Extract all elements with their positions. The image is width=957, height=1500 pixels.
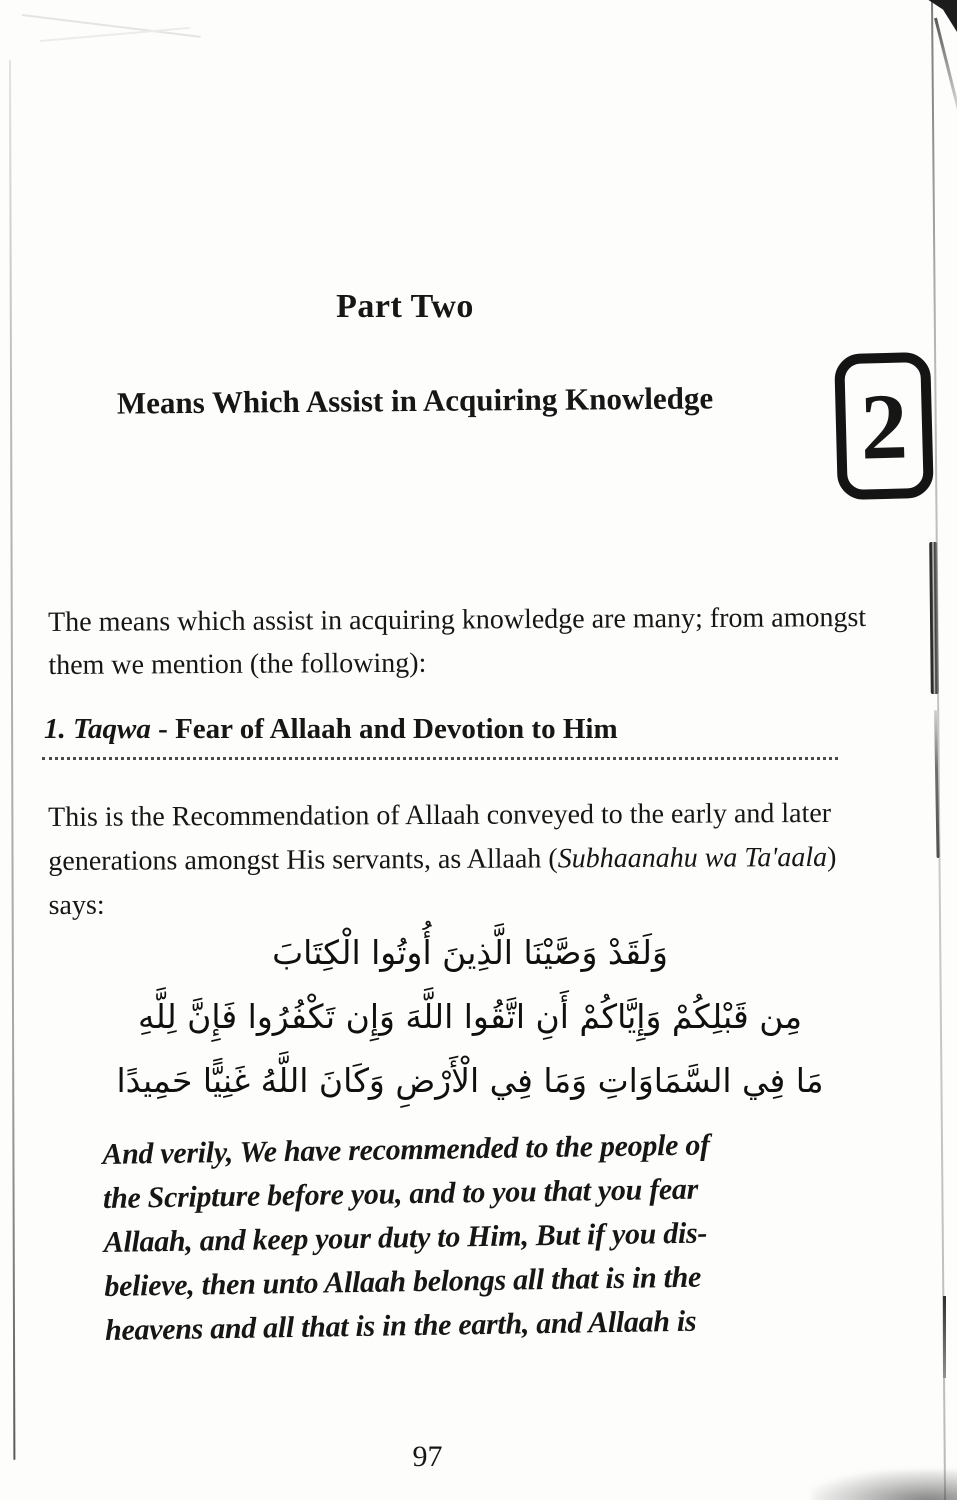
intro-line: them we mention (the following): — [48, 647, 427, 681]
translation-line: Allaah, and keep your duty to Him, But if you dis- — [103, 1216, 708, 1259]
paragraph-line: This is the Recommendation of Allaah conveyed to the early and later — [48, 797, 832, 833]
translation-line: the Scripture before you, and to you that you fear — [102, 1172, 699, 1215]
paragraph-line2-pre: generations amongst His servants, as Allaah ( — [48, 843, 558, 877]
section-number-term: 1. Taqwa — [44, 713, 151, 745]
quran-verse-arabic — [30, 921, 910, 1113]
part-title: Part Two — [336, 288, 474, 325]
intro-line: The means which assist in acquiring knowledge are many; from amongst — [48, 602, 867, 638]
paragraph-line2-italic: Subhaanahu wa Ta'aala — [557, 841, 828, 875]
scan-right-page-edge — [931, 0, 946, 1500]
intro-paragraph — [48, 596, 867, 687]
scan-shadow-bottom-right — [812, 1470, 957, 1500]
chapter-number-badge — [834, 352, 934, 500]
scan-smudge-top-left-2 — [40, 27, 190, 42]
translation-line: heavens and all that is in the earth, and Allaah is — [104, 1304, 697, 1347]
quran-verse-translation — [102, 1123, 713, 1353]
page-number: 97 — [412, 1440, 443, 1473]
section-separator: - — [150, 713, 176, 745]
scan-left-page-edge — [9, 60, 15, 1460]
dotted-divider — [42, 757, 838, 760]
body-paragraph — [48, 792, 837, 928]
chapter-number: 2 — [859, 374, 909, 480]
paragraph-line2-post: ) — [827, 841, 837, 873]
translation-line: believe, then unto Allaah belongs all that is in the — [104, 1260, 702, 1303]
arabic-verse-line: وَلَقَدْ وَصَّيْنَا الَّذِينَ أُوتُوا الْكِتَابَ — [272, 933, 668, 972]
paragraph-line — [48, 836, 836, 884]
translation-line: And verily, We have recommended to the people of — [102, 1128, 710, 1171]
scan-binding-mark-upper — [929, 542, 939, 694]
paragraph-line: says: — [48, 889, 105, 921]
scan-corner-streak-top-right — [934, 18, 957, 116]
arabic-verse-line: مِن قَبْلِكُمْ وَإِيَّاكُمْ أَنِ اتَّقُوا اللَّهَ وَإِن تَكْفُرُوا فَإِنَّ لِلَّهِ — [137, 997, 803, 1036]
section-title: Fear of Allaah and Devotion to Him — [175, 713, 618, 745]
section-heading — [44, 713, 618, 746]
scan-edge-mark-bottom — [943, 1296, 946, 1378]
chapter-title: Means Which Assist in Acquiring Knowledge — [116, 380, 714, 421]
arabic-verse-line: مَا فِي السَّمَاوَاتِ وَمَا فِي الْأَرْضِ وَكَانَ اللَّهُ غَنِيًّا حَمِيدًا — [116, 1061, 824, 1100]
